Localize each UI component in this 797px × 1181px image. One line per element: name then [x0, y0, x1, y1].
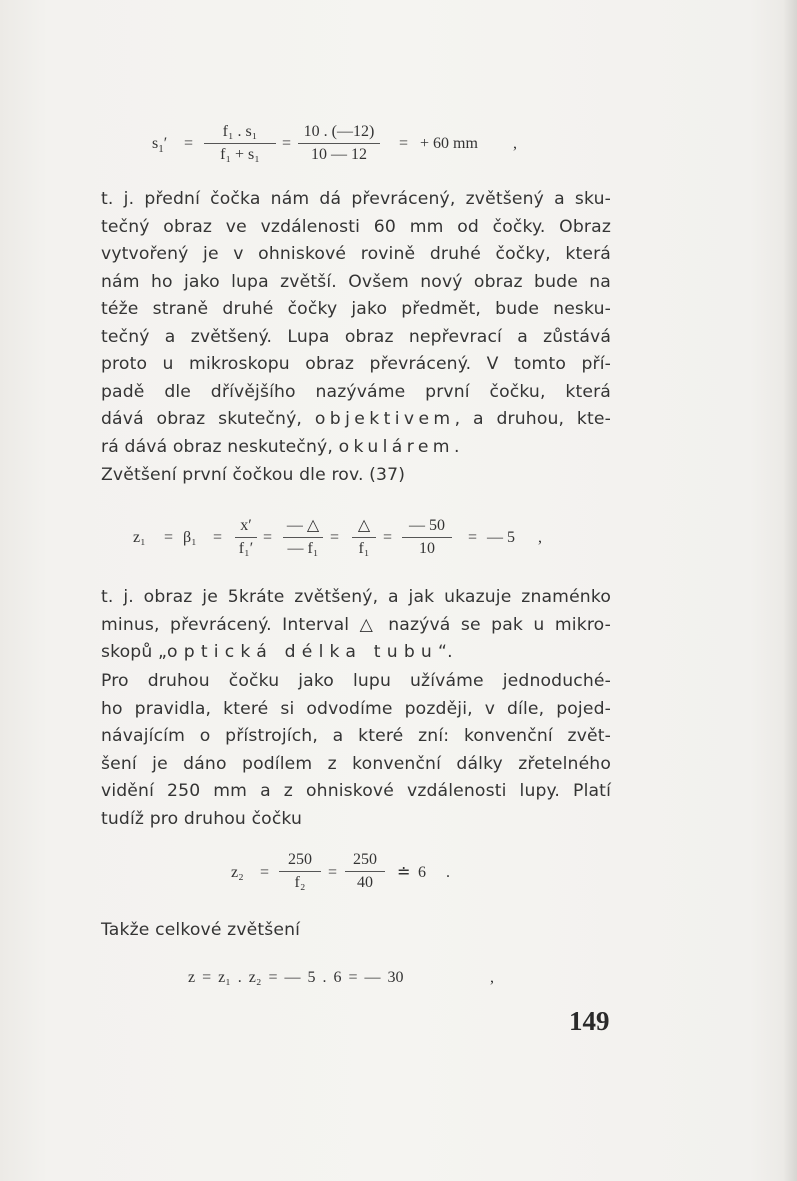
formula-comma: ,	[513, 135, 517, 152]
formula-comma: ,	[538, 529, 542, 546]
formula-expression: z = z₁ . z₂ = — 5 . 6 = — 30	[188, 969, 404, 986]
text-span: dává obraz skutečný,	[101, 409, 303, 429]
formula-result: — 5	[487, 529, 515, 546]
equals-sign: =	[164, 529, 174, 546]
equals-sign: =	[263, 529, 273, 546]
fraction-denominator: f₁′	[238, 540, 254, 557]
equals-sign: =	[184, 135, 194, 152]
formula-period: .	[446, 864, 450, 881]
text-line: minus, převrácený. Interval △ nazývá se pak u mikro-	[101, 614, 611, 635]
formula-result: 6	[418, 864, 426, 881]
text-line: nám ho jako lupa zvětší. Ovšem nový obraz bude na	[101, 271, 611, 292]
spaced-term-eyepiece: okulárem	[338, 436, 454, 457]
fraction-numerator: — △	[286, 517, 320, 534]
fraction-numerator: x′	[240, 517, 252, 534]
text-line: téže straně druhé čočky jako předmět, bude nesku-	[101, 299, 611, 319]
spaced-term-objective: objektivem	[314, 409, 455, 429]
equals-sign: =	[213, 529, 223, 546]
lhs-subscript: 1	[158, 143, 164, 155]
equals-sign: =	[260, 864, 270, 881]
fraction-numerator: — 50	[409, 517, 445, 534]
approx-sign: ≐	[397, 864, 411, 881]
beta-symbol: β₁	[183, 529, 197, 546]
fraction-denominator: f₁	[358, 540, 370, 557]
equals-sign: =	[282, 135, 292, 152]
equals-sign: =	[330, 529, 340, 546]
page-number: 149	[569, 1006, 610, 1036]
fraction-denominator: 10 — 12	[311, 146, 367, 163]
text-line: proto u mikroskopu obraz převrácený. V tomto pří-	[101, 354, 611, 374]
fraction-symbolic	[204, 122, 276, 165]
fraction	[235, 516, 257, 559]
text-span: rá dává obraz neskutečný,	[101, 436, 333, 457]
fraction-bar	[345, 871, 385, 872]
fraction-denominator: — f₁	[287, 540, 319, 557]
text-span: .	[453, 436, 460, 457]
fraction	[345, 850, 385, 893]
paragraph-magnification-result	[101, 584, 611, 667]
formula-first-lens	[0, 500, 797, 580]
fraction-numerator: f₁ . s₁	[222, 123, 258, 140]
text-line: Zvětšení první čočkou dle rov. (37)	[101, 465, 406, 485]
paragraph-objective-eyepiece	[101, 186, 611, 461]
equals-sign: =	[468, 529, 478, 546]
fraction-numeric	[298, 122, 380, 165]
equals-sign: =	[328, 864, 338, 881]
equals-sign: =	[383, 529, 393, 546]
fraction-denominator: 40	[357, 874, 373, 891]
text-line	[101, 434, 611, 462]
fraction-numerator: 250	[353, 851, 377, 868]
formula-comma: ,	[490, 969, 494, 986]
text-line: t. j. přední čočka nám dá převrácený, zvětšený a sku-	[101, 189, 611, 209]
text-line: vidění 250 mm a z ohniskové vzdálenosti lupy. Platí	[101, 781, 611, 801]
text-span: “.	[438, 642, 453, 662]
fraction-bar	[402, 537, 452, 538]
fraction-bar	[352, 537, 376, 538]
text-line: Takže celkové zvětšení	[101, 920, 301, 940]
fraction-bar	[298, 143, 380, 144]
text-span: skopů „	[101, 642, 168, 662]
paragraph-second-lens	[101, 668, 611, 833]
text-line: šení je dáno podílem z konvenční dálky zřetelného	[101, 753, 611, 774]
text-line: tudíž pro druhou čočku	[101, 808, 303, 829]
formula-result: + 60 mm	[420, 135, 478, 152]
fraction-numerator: △	[357, 517, 371, 534]
fraction-bar	[235, 537, 257, 538]
fraction-denominator: f₁ + s₁	[220, 146, 260, 163]
fraction-numerator: 250	[288, 851, 312, 868]
fraction-numerator: 10 . (—12)	[303, 123, 375, 140]
formula-lhs	[152, 134, 167, 155]
lhs-prime: ′	[163, 135, 168, 152]
text-line: vytvořený je v ohniskové rovině druhé čočky, která	[101, 244, 611, 264]
fraction-denominator: f₂	[294, 874, 306, 891]
text-line: tečný a zvětšený. Lupa obraz nepřevrací a zůstává	[101, 326, 611, 347]
equals-sign: =	[399, 135, 409, 152]
fraction	[352, 516, 376, 559]
text-line	[101, 406, 611, 434]
text-span: , a druhou, kte-	[454, 409, 611, 429]
spaced-term-tube-length: optická délka tubu	[167, 642, 439, 662]
fraction-bar	[283, 537, 323, 538]
text-line: t. j. obraz je 5kráte zvětšený, a jak ukazuje znaménko	[101, 587, 611, 607]
formula-second-lens	[0, 840, 797, 900]
fraction-denominator: 10	[419, 540, 435, 557]
paragraph-first-lens-magnification	[101, 462, 611, 490]
fraction	[283, 516, 323, 559]
fraction	[402, 516, 452, 559]
fraction-bar	[279, 871, 321, 872]
formula-lhs: z₁	[133, 529, 146, 546]
text-line: ho pravidla, které si odvodíme později, v díle, pojed-	[101, 698, 611, 719]
fraction-bar	[204, 143, 276, 144]
lhs-symbol: s	[152, 135, 159, 152]
text-line: tečný obraz ve vzdálenosti 60 mm od čočky. Obraz	[101, 216, 611, 237]
text-line: Pro druhou čočku jako lupu užíváme jednoduché-	[101, 671, 611, 691]
fraction	[279, 850, 321, 893]
formula-image-distance	[0, 0, 797, 180]
formula-total	[0, 960, 797, 1000]
text-line: návajícím o přístrojích, a které zní: konvenční zvět-	[101, 726, 611, 746]
text-line	[101, 639, 611, 667]
paragraph-total-magnification	[101, 917, 611, 945]
formula-lhs: z₂	[231, 864, 244, 881]
text-line: padě dle dřívějšího nazýváme první čočku, která	[101, 381, 611, 402]
